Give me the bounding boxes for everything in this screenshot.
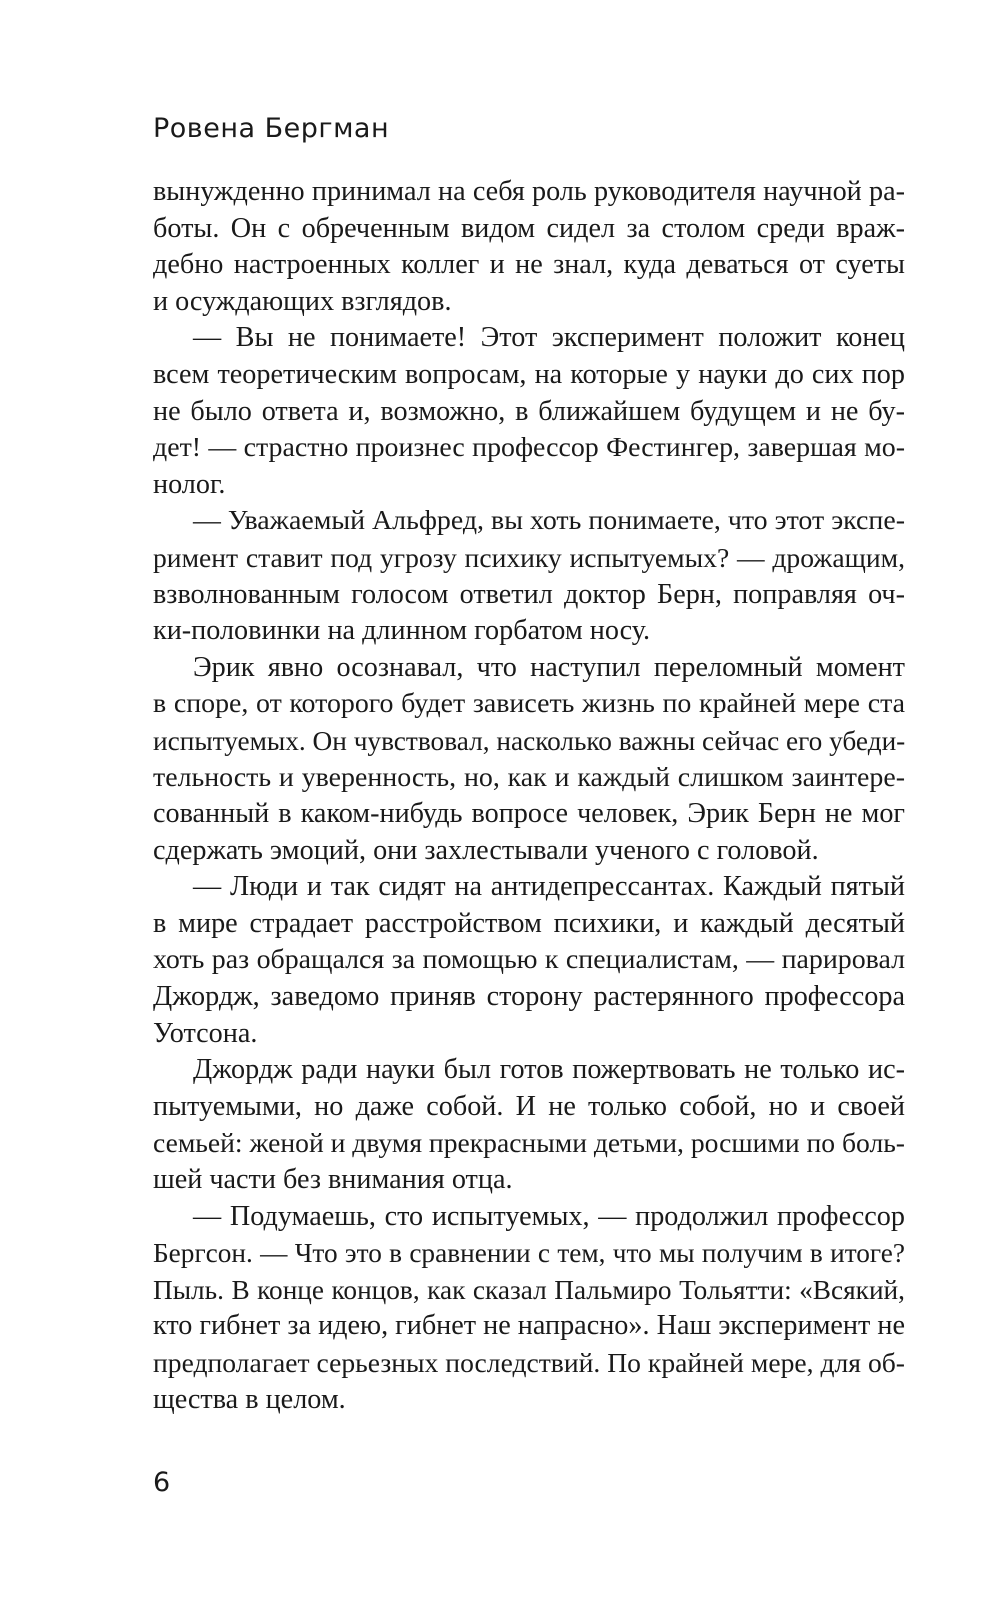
text-line: Эрик явно осознавал, что наступил переломный момент <box>193 651 905 683</box>
text-line: Бергсон. — Что это в сравнении с тем, что мы получим в итоге? <box>153 1238 905 1269</box>
text-line: кто гибнет за идею, гибнет не напрасно». Наш эксперимент не <box>153 1310 905 1342</box>
text-line: и осуждающих взглядов. <box>153 285 452 317</box>
text-line: Пыль. В конце концов, как сказал Пальмиро Тольятти: «Всякий, <box>153 1274 905 1305</box>
text-line: — Вы не понимаете! Этот эксперимент положит конец <box>193 322 905 354</box>
text-line: сованный в каком-нибудь вопросе человек, Эрик Берн не мог <box>153 798 905 830</box>
text-line: семьей: женой и двумя прекрасными детьми, росшими по боль- <box>153 1127 905 1159</box>
page-number: 6 <box>153 1467 171 1498</box>
text-line: — Подумаешь, сто испытуемых, — продолжил профессор <box>193 1200 905 1232</box>
text-line: всем теоретическим вопросам, на которые у науки до сих пор <box>153 358 905 390</box>
text-line: Джордж, заведомо приняв сторону растерянного профессора <box>153 981 905 1013</box>
text-line: в мире страдает расстройством психики, и каждый десятый <box>153 907 905 939</box>
text-line: Джордж ради науки был готов пожертвовать не только ис- <box>193 1054 905 1086</box>
text-line: дебно настроенных коллег и не знал, куда деваться от суеты <box>153 249 905 281</box>
text-line: вынужденно принимал на себя роль руководителя научной ра- <box>153 176 905 207</box>
text-line: сдержать эмоций, они захлестывали ученого с головой. <box>153 834 819 866</box>
text-line: испытуемых. Он чувствовал, насколько важны сейчас его убеди- <box>153 725 906 756</box>
text-line: щества в целом. <box>153 1383 346 1415</box>
text-line: предполагает серьезных последствий. По крайней мере, для об- <box>153 1347 905 1378</box>
text-line: в споре, от которого будет зависеть жизнь по крайней мере ста <box>153 688 905 720</box>
text-line: пытуемыми, но даже собой. И не только собой, но и своей <box>153 1090 905 1122</box>
text-line: не было ответа и, возможно, в ближайшем будущем и не бу- <box>153 395 905 427</box>
text-line: шей части без внимания отца. <box>153 1164 513 1196</box>
text-line: — Уважаемый Альфред, вы хоть понимаете, что этот экспе- <box>193 505 905 537</box>
text-line: ки-половинки на длинном горбатом носу. <box>153 615 651 647</box>
text-line: тельность и уверенность, но, как и каждый слишком заинтере- <box>153 761 905 793</box>
text-line: боты. Он с обреченным видом сидел за столом среди враж- <box>153 212 905 244</box>
text-line: римент ставит под угрозу психику испытуемых? — дрожащим, <box>153 541 905 573</box>
text-line: нолог. <box>153 468 226 500</box>
text-line: Уотсона. <box>153 1017 258 1049</box>
text-line: хоть раз обращался за помощью к специалистам, — парировал <box>153 944 905 976</box>
running-head: Ровена Бергман <box>153 113 390 144</box>
text-line: взволнованным голосом ответил доктор Берн, поправляя оч- <box>153 578 905 610</box>
text-line: — Люди и так сидят на антидепрессантах. Каждый пятый <box>193 871 905 903</box>
text-line: дет! — страстно произнес профессор Фестингер, завершая мо- <box>153 432 905 464</box>
body-text <box>153 174 905 1418</box>
